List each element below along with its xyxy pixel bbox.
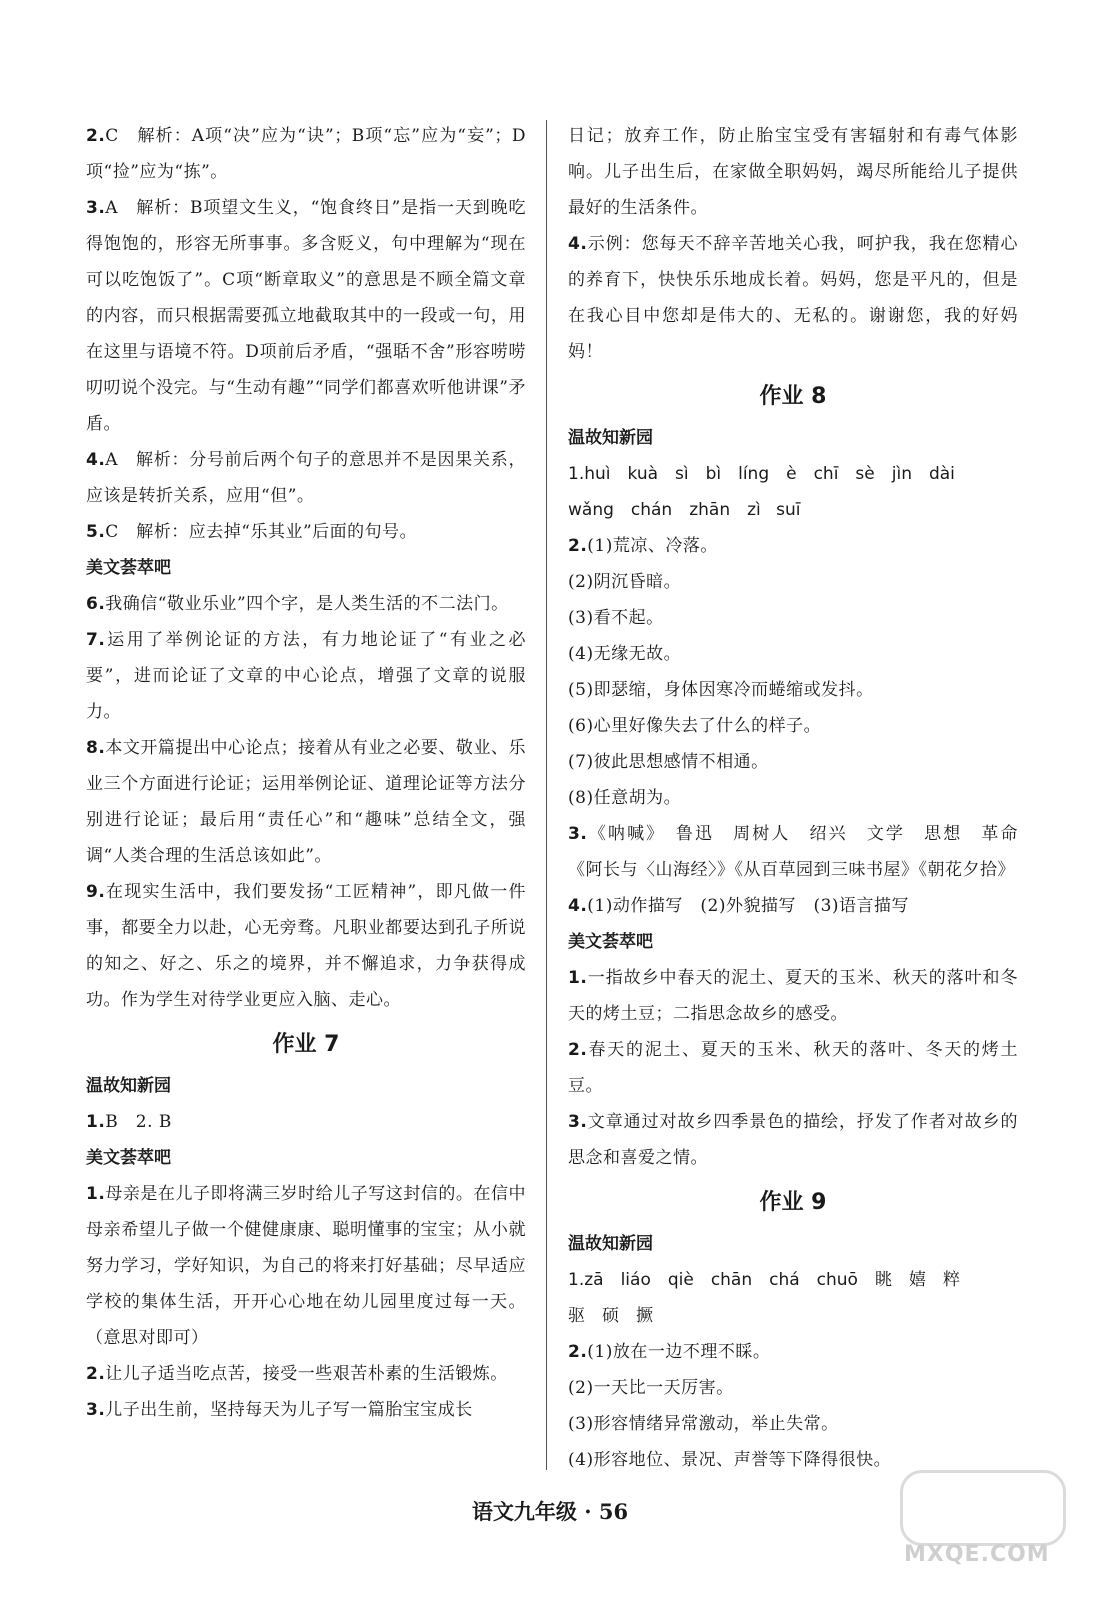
answer-paragraph (568, 1370, 1018, 1406)
answer-text: B 2. B (105, 1112, 172, 1132)
section-heading: 美文荟萃吧 (568, 932, 653, 952)
question-number: 3. (86, 198, 106, 218)
answer-text: 在现实生活中，我们要发扬“工匠精神”，即凡做一件事，都要全力以赴，心无旁骛。凡职业都要达到孔子所说的知之、好之、乐之的境界，并不懈追求，力争获得成功。作为学生对待学业更应入脑、走心。 (86, 882, 526, 1010)
answer-paragraph (568, 672, 1018, 708)
answer-text: (3)看不起。 (568, 608, 664, 628)
pinyin-answer (568, 492, 1018, 528)
answer-paragraph (568, 960, 1018, 1032)
answer-text: 一指故乡中春天的泥土、夏天的玉米、秋天的落叶和冬天的烤土豆；二指思念故乡的感受。 (568, 968, 1018, 1024)
answer-text: 儿子出生前，坚持每天为儿子写一篇胎宝宝成长 (105, 1400, 473, 1420)
answer-text: 示例：您每天不辞辛苦地关心我，呵护我，我在您精心的养育下，快快乐乐地成长着。妈妈，您是平凡的，但是在我心目中您却是伟大的、无私的。谢谢您，我的好妈妈！ (568, 234, 1018, 362)
section-heading: 温故知新园 (86, 1076, 171, 1096)
answer-text: (4)无缘无故。 (568, 644, 682, 664)
answer-text: 本文开篇提出中心论点；接着从有业之必要、敬业、乐业三个方面进行论证；运用举例论证、道理论证等方法分别进行论证；最后用“责任心”和“趣味”总结全文，强调“人类合理的生活总该如此”。 (86, 738, 526, 866)
homework-title: 作业 7 (272, 1032, 340, 1057)
left-column (86, 118, 526, 1428)
answer-text: (8)任意胡为。 (568, 788, 682, 808)
answer-text: (2)一天比一天厉害。 (568, 1378, 734, 1398)
answer-text: (1)动作描写 (2)外貌描写 (3)语言描写 (587, 896, 910, 916)
question-number: 3. (86, 1400, 106, 1420)
question-number: 2. (86, 126, 106, 146)
answer-paragraph (568, 708, 1018, 744)
question-number: 2. (568, 1342, 588, 1362)
answer-text: C 解析：应去掉“乐其业”后面的句号。 (105, 522, 418, 542)
answer-paragraph (568, 1334, 1018, 1370)
question-number: 5. (86, 522, 106, 542)
answer-text: (5)即瑟缩，身体因寒冷而蜷缩或发抖。 (568, 680, 874, 700)
homework-title: 作业 8 (759, 384, 827, 409)
question-number: 4. (568, 234, 588, 254)
answer-paragraph (568, 226, 1018, 370)
answer-paragraph (568, 744, 1018, 780)
answer-text: 让儿子适当吃点苦，接受一些艰苦朴素的生活锻炼。 (105, 1364, 508, 1384)
question-number: 3. (568, 824, 588, 844)
answer-text: 日记；放弃工作，防止胎宝宝受有害辐射和有毒气体影响。儿子出生后，在家做全职妈妈，竭尽所能给儿子提供最好的生活条件。 (568, 126, 1018, 218)
answer-text: (2)阴沉昏暗。 (568, 572, 682, 592)
answer-text: zā liáo qiè chān chá chuō 眺 嬉 粹 (584, 1270, 960, 1290)
pinyin-answer (568, 1298, 1018, 1334)
answer-paragraph (568, 600, 1018, 636)
answer-text: C 解析：A项“决”应为“诀”；B项“忘”应为“妄”；D项“捡”应为“拣”。 (86, 126, 526, 182)
answer-paragraph (86, 1356, 526, 1392)
answer-text: (4)形容地位、景况、声誉等下降得很快。 (568, 1450, 892, 1470)
answer-text: (7)彼此思想感情不相通。 (568, 752, 769, 772)
question-number: 1. (86, 1184, 106, 1204)
question-number: 8. (86, 738, 106, 758)
answer-text: 驱 硕 撅 (568, 1306, 653, 1326)
answer-text: (3)形容情绪异常激动，举止失常。 (568, 1414, 839, 1434)
section-heading: 美文荟萃吧 (86, 1148, 171, 1168)
question-number: 2. (568, 536, 588, 556)
question-number: 1. (568, 1270, 585, 1290)
answer-text: 我确信“敬业乐业”四个字，是人类生活的不二法门。 (105, 594, 509, 614)
answer-text: (1)放在一边不理不睬。 (587, 1342, 771, 1362)
answer-text: A 解析：分号前后两个句子的意思并不是因果关系，应该是转折关系，应用“但”。 (86, 450, 526, 506)
question-number: 2. (86, 1364, 106, 1384)
answer-paragraph (86, 514, 526, 550)
answer-paragraph (568, 1406, 1018, 1442)
answer-text: A 解析：B项望文生义，“饱食终日”是指一天到晚吃得饱饱的，形容无所事事。多含贬义，句中理解为“现在可以吃饱饭了”。C项“断章取义”的意思是不顾全篇文章的内容，而只根据需要孤立地截取其中的一段或一句，用在这里与语境不符。D项前后矛盾，“强聒不舍”形容唠唠叨叨说个没完。与“生动有趣”“同学们都喜欢听他讲课”矛盾。 (86, 198, 526, 434)
answer-paragraph (86, 730, 526, 874)
answer-paragraph (86, 118, 526, 190)
answer-paragraph (86, 1176, 526, 1356)
answer-paragraph (568, 564, 1018, 600)
question-number: 1. (86, 1112, 106, 1132)
question-number: 4. (568, 896, 588, 916)
homework-title: 作业 9 (759, 1190, 827, 1215)
question-number: 3. (568, 1112, 588, 1132)
answer-paragraph (86, 874, 526, 1018)
column-divider (546, 120, 547, 1470)
right-column (568, 118, 1036, 1478)
watermark-logo (890, 1470, 1070, 1580)
watermark-text: MXQE.COM (904, 1542, 1050, 1567)
page-footer: 语文九年级 · 56 (471, 1499, 629, 1524)
answer-text: wǎng chán zhān zì suī (568, 500, 801, 520)
answer-text: 《呐喊》 鲁迅 周树人 绍兴 文学 思想 革命 《阿长与〈山海经〉》《从百草园到三味书屋》《朝花夕拾》 (568, 824, 1036, 880)
answer-paragraph (568, 888, 1018, 924)
pinyin-answer (568, 456, 1018, 492)
section-heading: 温故知新园 (568, 1234, 653, 1254)
answer-paragraph (568, 636, 1018, 672)
answer-text: (6)心里好像失去了什么的样子。 (568, 716, 822, 736)
answer-paragraph (568, 528, 1018, 564)
question-number: 7. (86, 630, 106, 650)
answer-paragraph (568, 1032, 1018, 1104)
answer-paragraph (86, 586, 526, 622)
answer-text: 母亲是在儿子即将满三岁时给儿子写这封信的。在信中母亲希望儿子做一个健健康康、聪明懂事的宝宝；从小就努力学习，学好知识，为自己的将来打好基础；尽早适应学校的集体生活，开开心心地在幼儿园里度过每一天。（意思对即可） (86, 1184, 526, 1348)
answer-text: 运用了举例论证的方法，有力地论证了“有业之必要”，进而论证了文章的中心论点，增强了文章的说服力。 (86, 630, 526, 722)
pinyin-answer (568, 1262, 1018, 1298)
question-number: 9. (86, 882, 106, 902)
answer-text: 春天的泥土、夏天的玉米、秋天的落叶、冬天的烤土豆。 (568, 1040, 1018, 1096)
question-number: 2. (568, 1040, 588, 1060)
question-number: 1. (568, 968, 588, 988)
answer-paragraph (86, 442, 526, 514)
answer-paragraph (568, 780, 1018, 816)
question-number: 4. (86, 450, 106, 470)
answer-paragraph (86, 190, 526, 442)
question-number: 6. (86, 594, 106, 614)
answer-text: 文章通过对故乡四季景色的描绘，抒发了作者对故乡的思念和喜爱之情。 (568, 1112, 1018, 1168)
section-heading: 温故知新园 (568, 428, 653, 448)
section-heading: 美文荟萃吧 (86, 558, 171, 578)
answer-paragraph (86, 1392, 526, 1428)
answer-paragraph (86, 1104, 526, 1140)
question-number: 1. (568, 464, 585, 484)
answer-paragraph (568, 816, 1036, 888)
answer-paragraph (86, 622, 526, 730)
answer-text: (1)荒凉、冷落。 (587, 536, 718, 556)
answer-text: huì kuà sì bì líng è chī sè jìn dài (584, 464, 955, 484)
answer-paragraph (568, 1104, 1018, 1176)
answer-paragraph (568, 118, 1018, 226)
watermark-badge-icon (900, 1470, 1066, 1546)
